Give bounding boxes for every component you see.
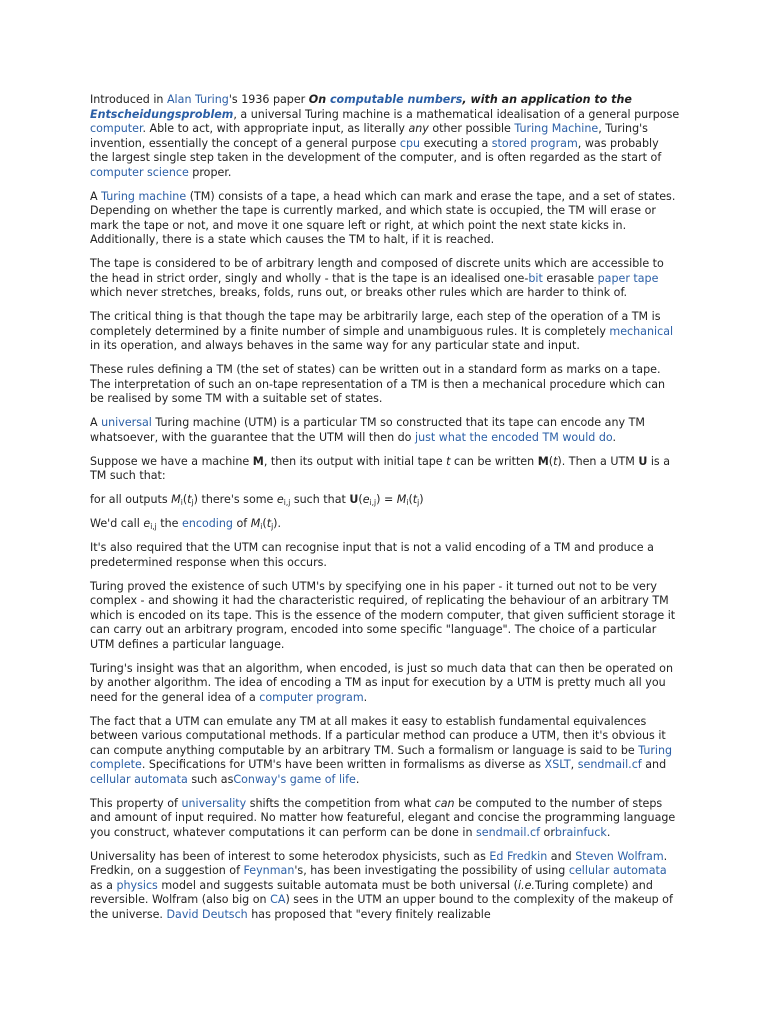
text-run: t <box>446 454 451 468</box>
text-run: which never stretches, breaks, folds, runs out, or breaks other rules which are harder to think of. <box>90 286 628 299</box>
inline-link[interactable]: Turing Machine <box>514 122 599 135</box>
text-run: Turing complete) and reversible. Wolfram (also big on <box>90 878 653 906</box>
subscript: i <box>260 522 263 531</box>
inline-link[interactable]: cellular automata <box>90 772 188 786</box>
text-run: . <box>606 825 611 839</box>
text-run: as a <box>90 878 117 892</box>
text-run: , with an application to the <box>462 93 632 106</box>
inline-link[interactable]: Feynman <box>243 864 295 877</box>
paragraph-15 <box>90 850 680 923</box>
paragraph-10 <box>90 541 680 570</box>
text-run: the <box>156 517 183 530</box>
inline-link[interactable]: David Deutsch <box>166 907 248 921</box>
text-run: is a TM such that: <box>90 454 671 482</box>
text-run: ( <box>182 493 188 506</box>
text-run: erasable <box>542 271 598 285</box>
paragraph-7 <box>90 455 680 484</box>
text-run: , was probably the largest single step taken in the development of the computer, and is often regarded as the start of <box>90 136 662 164</box>
inline-link[interactable]: sendmail.cf <box>577 758 642 771</box>
text-run: other possible <box>428 122 515 135</box>
paragraph-12 <box>90 662 680 706</box>
text-run: M <box>252 454 264 468</box>
inline-link[interactable]: brainfuck <box>554 825 607 839</box>
text-run: has proposed that "every finitely realizable <box>247 907 491 921</box>
subscript: j <box>191 498 194 507</box>
subscript: i,j <box>283 498 291 507</box>
inline-link[interactable]: physics <box>116 878 158 892</box>
text-run: shifts the competition from what <box>246 796 435 810</box>
inline-link[interactable]: sendmail.cf <box>476 825 540 839</box>
text-run: 's 1936 paper <box>228 93 309 106</box>
subscript: i,j <box>150 522 157 531</box>
text-run: , then its output with initial tape <box>263 454 447 468</box>
inline-link[interactable]: Conway's game of life <box>233 772 356 786</box>
text-run: . <box>363 690 368 704</box>
text-run: for all outputs <box>90 493 172 506</box>
text-run: and <box>547 849 576 863</box>
text-run: , Turing's invention, essentially the concept of a general purpose <box>90 122 648 150</box>
text-run: , a universal Turing machine is a mathematical idealisation of a general purpose <box>233 107 680 121</box>
subscript: i,j <box>369 498 377 507</box>
inline-link[interactable]: computable numbers <box>329 93 463 106</box>
text-run: ) there's some <box>193 493 277 506</box>
text-run: Turing proved the existence of such UTM's by specifying one in his paper - it turned out not to be very complex - and showing it had the characteristic required, of replicating the behaviour of an arbitrary TM which is encoded on its tape. This is the essence of the modern computer, that given sufficient storage it can carry out an arbitrary program, encoded into some specific "language". The choice of a particular UTM defines a particular language. <box>90 579 676 651</box>
text-run: or <box>540 825 555 839</box>
inline-link[interactable]: cpu <box>399 136 421 150</box>
inline-link[interactable]: CA <box>270 893 286 906</box>
text-run: can be written <box>450 454 538 468</box>
text-run: proper. <box>188 165 232 179</box>
text-run: t <box>266 517 272 530</box>
text-run: Turing machine (UTM) is a particular TM so constructed that its tape can encode any TM whatsoever, with the guarantee that the UTM will then do <box>90 416 645 444</box>
inline-link[interactable]: computer science <box>90 165 189 179</box>
text-run: , <box>570 758 578 771</box>
text-run: ). <box>273 517 282 530</box>
inline-link[interactable]: paper tape <box>597 271 659 285</box>
text-run: U <box>349 493 359 506</box>
subscript: j <box>271 522 274 531</box>
text-run: i.e. <box>517 878 535 892</box>
text-run: The fact that a UTM can emulate any TM at all makes it easy to establish fundamental equivalences between various computational methods. If a particular method can produce a UTM, then it's obvious it can compute anything computable by an arbitrary TM. Such a formalism or language is said to be <box>90 714 666 757</box>
paragraph-4 <box>90 310 680 354</box>
inline-link[interactable]: XSLT <box>544 758 571 771</box>
text-run: . Able to act, with appropriate input, as literally <box>142 122 409 135</box>
paragraph-1 <box>90 93 680 180</box>
article-body <box>90 93 680 932</box>
inline-link[interactable]: computer program <box>259 690 364 704</box>
inline-link[interactable]: encoding <box>182 517 233 530</box>
inline-link[interactable]: Steven Wolfram <box>575 849 664 863</box>
text-run: Universality has been of interest to some heterodox physicists, such as <box>90 849 490 863</box>
text-run: e <box>362 493 370 506</box>
subscript: i <box>406 498 409 507</box>
paragraph-14 <box>90 797 680 841</box>
text-run: The tape is considered to be of arbitrary length and composed of discrete units which are accessible to the head in strict order, singly and wholly - that is the tape is an idealised one- <box>90 257 664 285</box>
inline-link[interactable]: just what the encoded TM would do <box>414 430 613 444</box>
text-run: . <box>355 772 360 786</box>
text-run: in its operation, and always behaves in the same way for any particular state and input. <box>90 339 580 352</box>
text-run: ). Then a UTM <box>557 454 639 468</box>
text-run: . Specifications for UTM's have been written in formalisms as diverse as <box>141 758 545 771</box>
inline-link[interactable]: universality <box>181 796 247 810</box>
paragraph-13 <box>90 715 680 788</box>
text-run: and <box>641 758 667 771</box>
text-run: such as <box>187 772 234 786</box>
text-run: U <box>638 454 648 468</box>
text-run: On <box>308 93 330 106</box>
text-run: Turing's insight was that an algorithm, when encoded, is just so much data that can then be operated on by another algorithm. The idea of encoding a TM as input for execution by a UTM is pretty much all you need for the general idea of a <box>90 661 673 704</box>
text-run: It's also required that the UTM can recognise input that is not a valid encoding of a TM and produce a predetermined response when this occurs. <box>90 541 654 569</box>
text-run: . <box>612 430 617 444</box>
paragraph-5 <box>90 363 680 407</box>
text-run: 's, has been investigating the possibility of using <box>294 864 569 877</box>
inline-link[interactable]: Entscheidungsproblem <box>90 107 234 121</box>
inline-link[interactable]: stored program <box>491 136 578 150</box>
text-run: such that <box>290 493 350 506</box>
text-run: model and suggests suitable automata must be both universal ( <box>157 878 518 892</box>
text-run: be computed to the number of steps and amount of input required. No matter how featureful, elegant and concise the programming language you construct, whatever computations it can perform can be done in <box>90 796 676 839</box>
inline-link[interactable]: Turing machine <box>101 189 187 203</box>
text-run: e <box>143 517 151 530</box>
paragraph-6 <box>90 416 680 445</box>
text-run: any <box>408 122 429 135</box>
text-run: These rules defining a TM (the set of states) can be written out in a standard form as marks on a tape. The interpretation of such an on-tape representation of a TM is then a mechanical procedure which can be realised by some TM with a suitable set of states. <box>90 363 666 405</box>
text-run: t <box>412 493 418 506</box>
paragraph-3 <box>90 257 680 301</box>
text-run: The critical thing is that though the tape may be arbitrarily large, each step of the operation of a TM is completely determined by a finite number of simple and unambiguous rules. It is completely <box>90 310 661 338</box>
paragraph-2 <box>90 190 680 248</box>
subscript: i <box>180 498 183 507</box>
text-run: of <box>232 517 251 530</box>
text-run: t <box>553 454 558 468</box>
inline-link[interactable]: bit <box>528 271 543 285</box>
text-run: executing a <box>420 136 492 150</box>
text-run: can <box>434 796 455 810</box>
inline-link[interactable]: Turing complete <box>90 743 673 771</box>
paragraph-8 <box>90 493 680 508</box>
text-run: This property of <box>90 796 182 810</box>
inline-link[interactable]: Ed Fredkin <box>489 849 548 863</box>
inline-link[interactable]: Alan Turing <box>166 93 229 106</box>
text-run: e <box>276 493 284 506</box>
text-run: . Fredkin, on a suggestion of <box>90 849 668 877</box>
paragraph-9 <box>90 517 680 532</box>
inline-link[interactable]: cellular automata <box>568 864 667 877</box>
text-run: M <box>171 493 181 506</box>
inline-link[interactable]: universal <box>101 416 152 429</box>
text-run: ( <box>358 493 363 506</box>
text-run: Introduced in <box>90 93 167 106</box>
text-run: M <box>250 517 261 530</box>
text-run: ( <box>262 517 267 530</box>
text-run: We'd call <box>90 517 144 530</box>
text-run: ) <box>419 493 424 506</box>
text-run: M <box>537 454 549 468</box>
text-run: ( <box>548 454 554 468</box>
paragraph-11 <box>90 580 680 653</box>
text-run: (TM) consists of a tape, a head which can mark and erase the tape, and a set of states. Depending on whether the tape is currently marked, and which state is occupied, the TM will erase or mark the tape or not, and move it one square left or right, at which point the next state kicks in. Additionally, there is a state which causes the TM to halt, if it is reached. <box>90 189 676 246</box>
text-run: A <box>90 189 102 203</box>
text-run: ( <box>408 493 413 506</box>
text-run: ) sees in the UTM an upper bound to the complexity of the makeup of the universe. <box>90 893 673 921</box>
inline-link[interactable]: mechanical <box>609 324 674 338</box>
text-run: t <box>187 493 192 506</box>
text-run: M <box>396 493 407 506</box>
subscript: j <box>417 498 420 507</box>
text-run: Suppose we have a machine <box>90 454 253 468</box>
inline-link[interactable]: computer <box>90 122 143 135</box>
text-run: ) = <box>376 493 397 506</box>
text-run: A <box>90 416 102 429</box>
